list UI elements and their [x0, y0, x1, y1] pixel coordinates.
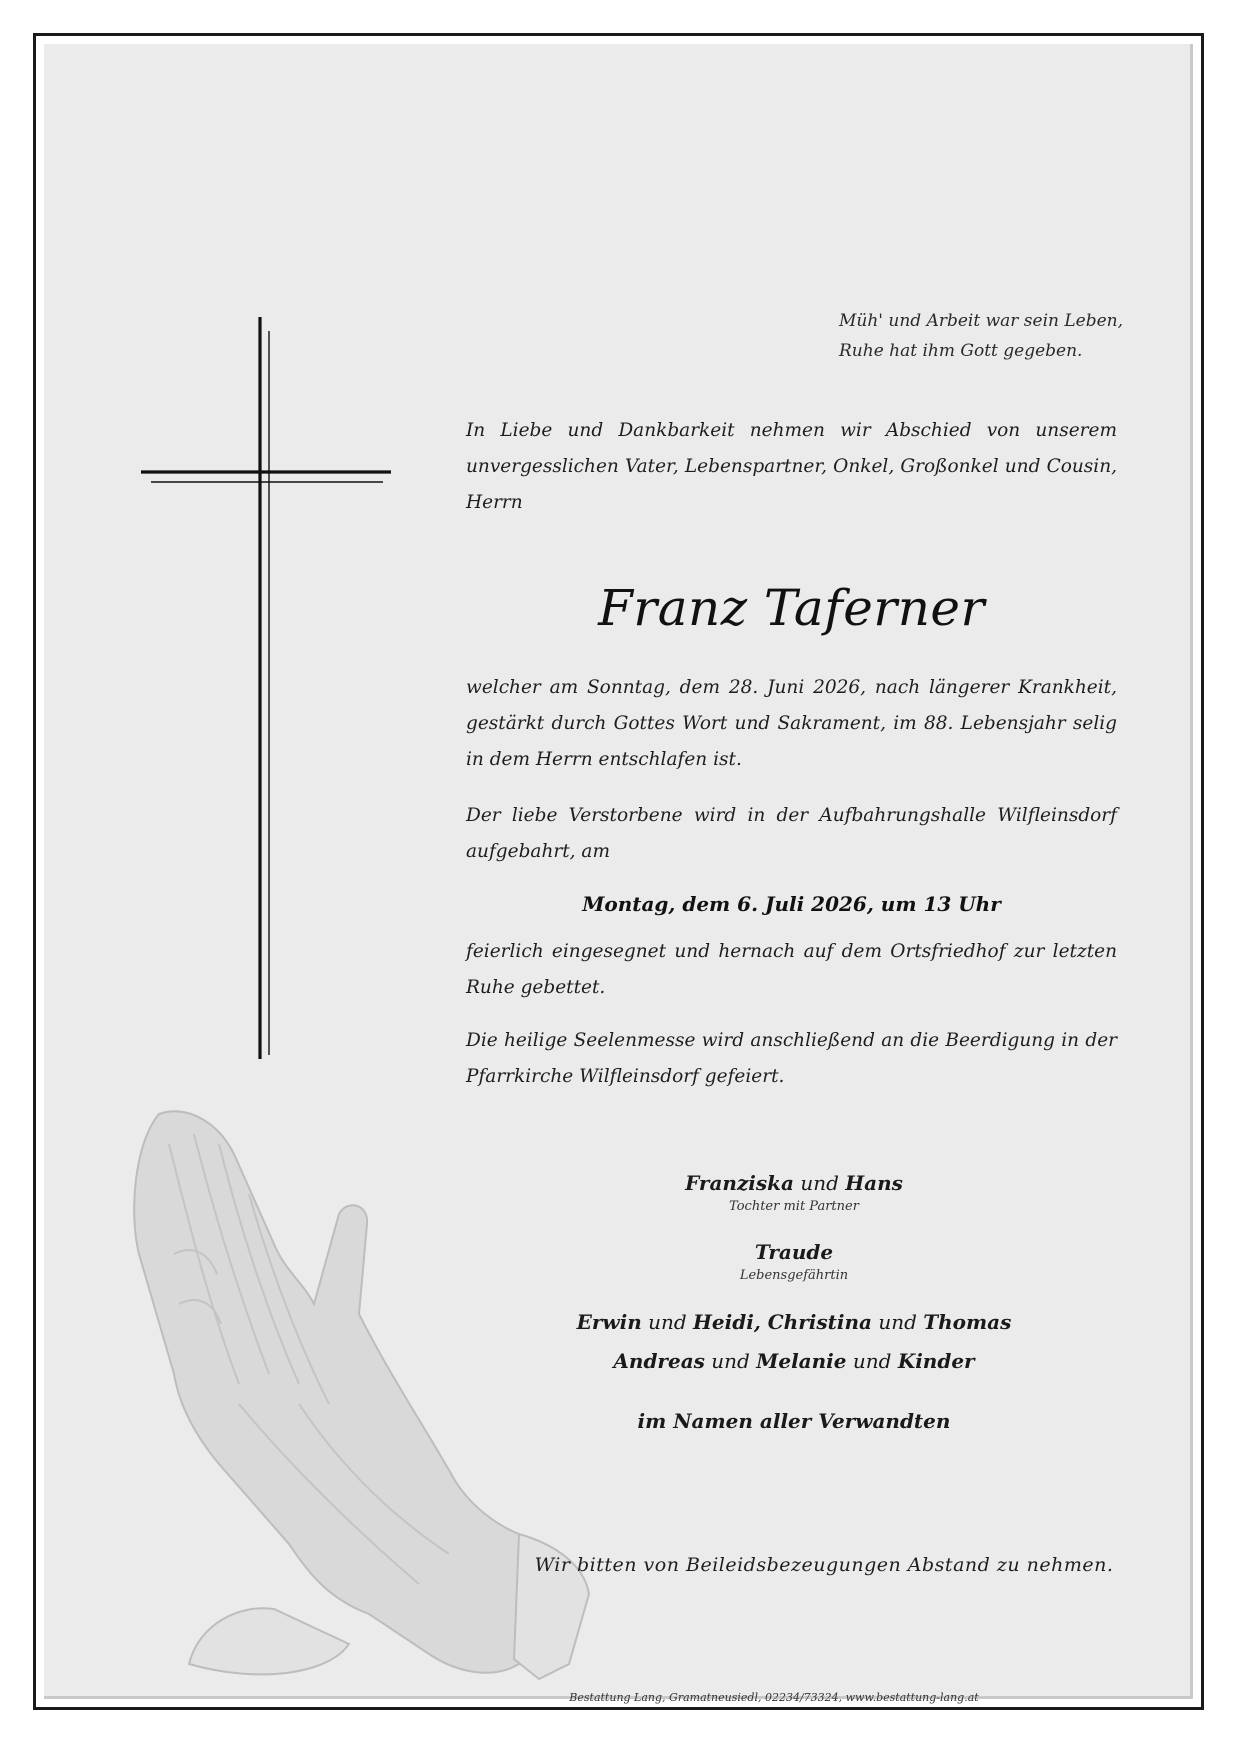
text-line: In Liebe und Dankbarkeit nehmen wir Abschied von unserem	[466, 420, 1117, 441]
obituary-panel	[44, 44, 1193, 1704]
text-line: in dem Herrn entschlafen ist.	[466, 749, 742, 770]
motto-line: Müh' und Arbeit war sein Leben,	[839, 311, 1124, 331]
mourner-name: Thomas	[923, 1310, 1012, 1334]
mourner-name: Andreas	[613, 1349, 705, 1373]
intro-paragraph	[466, 413, 1117, 521]
mourner-partner	[524, 1237, 1064, 1285]
mourner-role: Lebensgefährtin	[739, 1268, 849, 1283]
text-line: aufgebahrt, am	[466, 841, 610, 862]
text-line: Herrn	[466, 492, 523, 513]
mourner-joiner: und	[711, 1349, 750, 1373]
cross-icon	[141, 317, 401, 1059]
mourner-role: Tochter mit Partner	[729, 1199, 859, 1214]
death-notice-paragraph	[466, 670, 1117, 778]
relatives-line: im Namen aller Verwandten	[637, 1409, 951, 1433]
text-line: Ruhe gebettet.	[466, 977, 606, 998]
mourner-relatives	[524, 1406, 1064, 1436]
mourner-joiner: und	[800, 1171, 839, 1195]
deceased-name: Franz Taferner	[598, 579, 985, 637]
mourner-joiner: und	[878, 1310, 917, 1334]
mourner-name: Traude	[754, 1240, 834, 1264]
text-line: unvergesslichen Vater, Lebenspartner, Onkel, Großonkel und Cousin,	[466, 456, 1117, 477]
text-line: gestärkt durch Gottes Wort und Sakrament, im 88. Lebensjahr selig	[466, 713, 1117, 734]
mourner-name: Franziska	[685, 1171, 794, 1195]
motto	[839, 306, 1169, 366]
mourner-name: Erwin	[576, 1310, 642, 1334]
mourner-name: Heidi, Christina	[693, 1310, 872, 1334]
motto-line: Ruhe hat ihm Gott gegeben.	[839, 341, 1083, 361]
mourner-name: Kinder	[897, 1349, 975, 1373]
mass-paragraph	[466, 1023, 1117, 1095]
text-line: feierlich eingesegnet und hernach auf dem Ortsfriedhof zur letzten	[466, 941, 1117, 962]
burial-paragraph	[466, 934, 1117, 1006]
obituary-frame	[33, 33, 1204, 1710]
mourner-name: Hans	[845, 1171, 903, 1195]
ceremony-date: Montag, dem 6. Juli 2026, um 13 Uhr	[582, 892, 1001, 916]
text-line: Der liebe Verstorbene wird in der Aufbahrungshalle Wilfleinsdorf	[466, 805, 1117, 826]
mourner-joiner: und	[648, 1310, 687, 1334]
mourner-daughter	[524, 1168, 1064, 1216]
mourner-name: Melanie	[756, 1349, 847, 1373]
mourner-joiner: und	[852, 1349, 892, 1373]
mourner-row	[524, 1346, 1064, 1376]
funeral-home-footer: Bestattung Lang, Gramatneusiedl, 02234/73324, www.bestattung-lang.at	[569, 1691, 979, 1704]
text-line: welcher am Sonntag, dem 28. Juni 2026, nach längerer Krankheit,	[466, 677, 1117, 698]
text-line: Pfarrkirche Wilfleinsdorf gefeiert.	[466, 1066, 785, 1087]
text-line: Die heilige Seelenmesse wird anschließend an die Beerdigung in der	[466, 1030, 1117, 1051]
closing-request: Wir bitten von Beileidsbezeugungen Abstand zu nehmen.	[534, 1554, 1114, 1576]
mourner-row	[524, 1307, 1064, 1337]
laid-out-paragraph	[466, 798, 1117, 870]
